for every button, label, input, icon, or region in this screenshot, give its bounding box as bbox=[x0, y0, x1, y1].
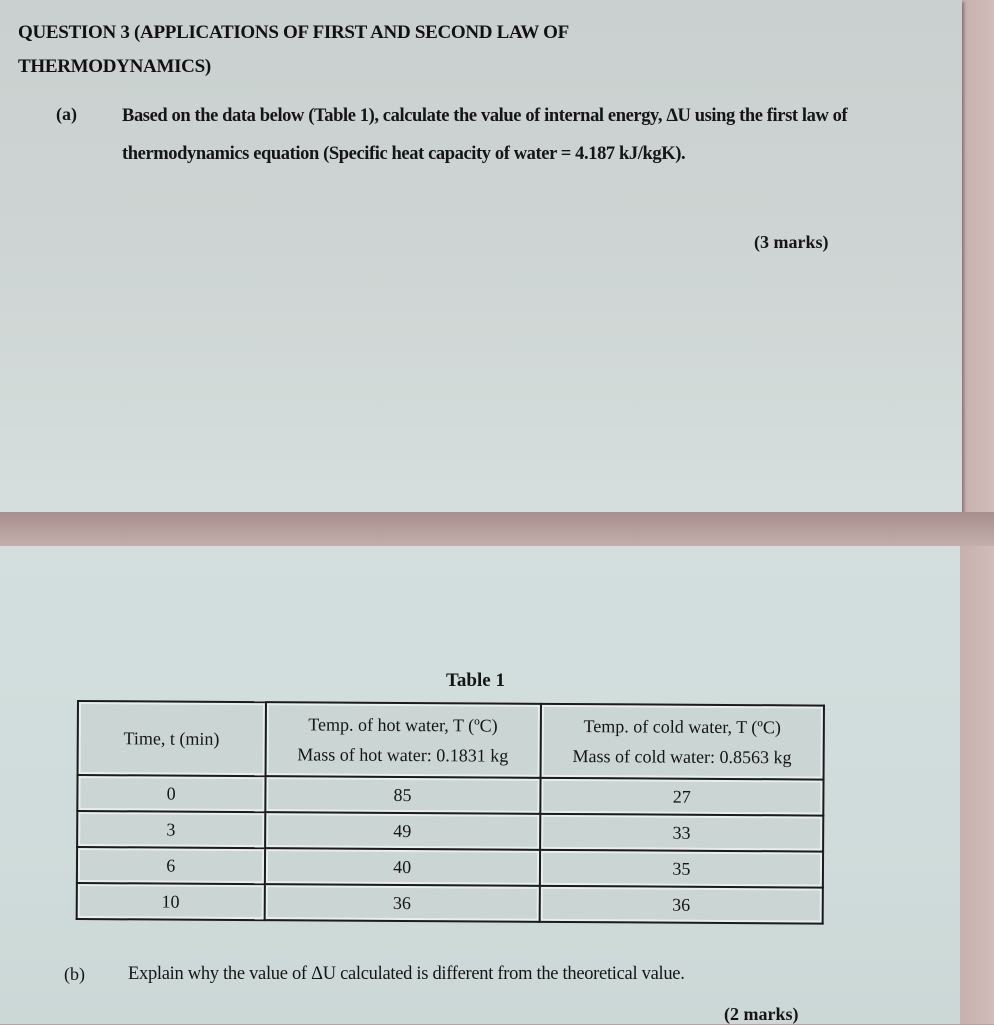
cell-hot-temp: 36 bbox=[264, 884, 539, 922]
cell-time: 6 bbox=[77, 847, 265, 884]
question-title bbox=[18, 16, 718, 84]
header-cold-water bbox=[540, 704, 824, 780]
part-b-label: (b) bbox=[64, 964, 85, 984]
cell-cold-temp: 36 bbox=[539, 886, 822, 924]
header-time bbox=[78, 701, 266, 776]
part-a-marks: (3 marks) bbox=[754, 232, 829, 252]
page-gap bbox=[0, 512, 994, 546]
part-a-text: Based on the data below (Table 1), calculate the value of internal energy, ΔU using the first law of thermodynamics equation (Specific heat capacity of water = 4.187 kJ/kgK). bbox=[122, 106, 848, 164]
question-title-line1: QUESTION 3 (APPLICATIONS OF FIRST AND SECOND LAW OF bbox=[18, 22, 569, 43]
cell-cold-temp: 33 bbox=[540, 814, 823, 852]
cell-cold-temp: 27 bbox=[540, 778, 823, 816]
table-row bbox=[77, 811, 823, 852]
header-cold-mass: Mass of cold water: 0.8563 kg bbox=[572, 746, 792, 768]
table-row bbox=[77, 883, 823, 924]
part-a-label: (a) bbox=[56, 104, 77, 124]
header-hot-water bbox=[265, 702, 541, 778]
cell-hot-temp: 40 bbox=[264, 848, 539, 886]
table-caption: Table 1 bbox=[446, 670, 505, 691]
data-table bbox=[76, 700, 825, 925]
part-b-marks: (2 marks) bbox=[724, 1004, 799, 1024]
part-b-text: Explain why the value of ΔU calculated is different from the theoretical value. bbox=[128, 964, 685, 984]
header-cold-temp: Temp. of cold water, T (ºC) bbox=[583, 716, 781, 738]
cell-time: 3 bbox=[77, 811, 265, 848]
cell-time: 0 bbox=[77, 775, 265, 812]
question-title-line2: THERMODYNAMICS) bbox=[18, 56, 211, 77]
cell-hot-temp: 49 bbox=[265, 812, 540, 850]
cell-cold-temp: 35 bbox=[540, 850, 823, 888]
header-hot-temp: Temp. of hot water, T (ºC) bbox=[308, 714, 498, 736]
header-hot-mass: Mass of hot water: 0.1831 kg bbox=[297, 744, 509, 766]
cell-hot-temp: 85 bbox=[265, 776, 540, 814]
table-row bbox=[77, 775, 823, 816]
header-time-label: Time, t (min) bbox=[123, 728, 220, 749]
cell-time: 10 bbox=[77, 883, 265, 920]
table-header-row bbox=[78, 701, 824, 780]
table-row bbox=[77, 847, 823, 888]
